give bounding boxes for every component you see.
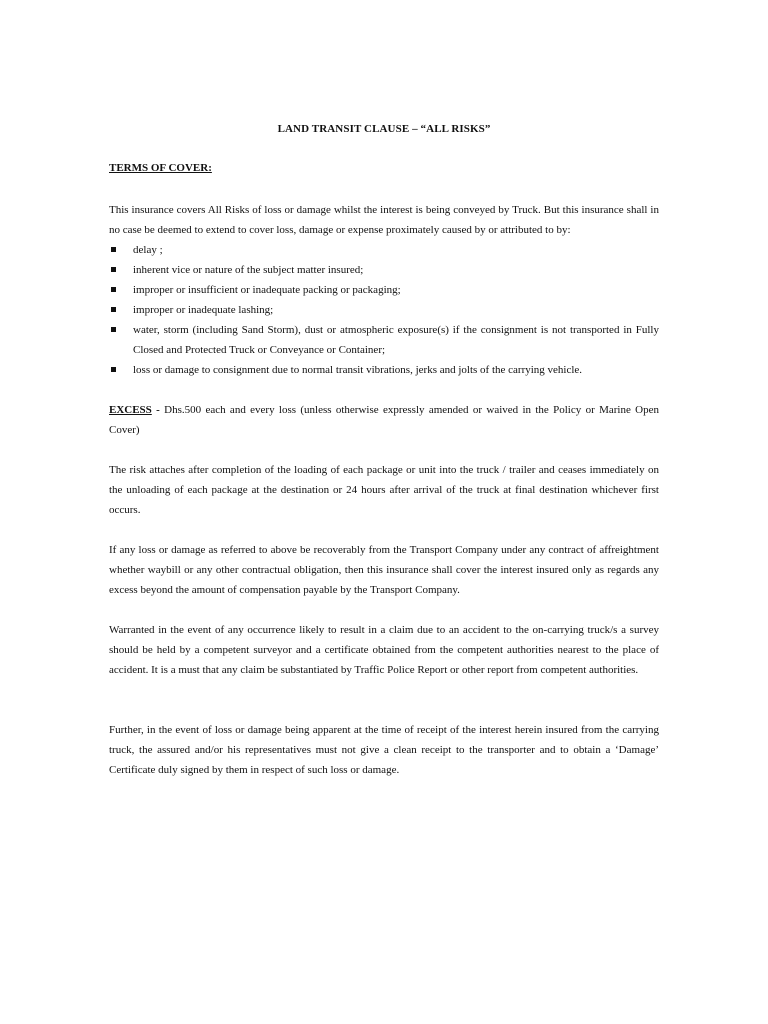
exclusions-list <box>109 240 659 380</box>
list-item <box>109 360 659 380</box>
list-item <box>109 240 659 260</box>
risk-attachment-paragraph: The risk attaches after completion of the loading of each package or unit into the truck / trailer and ceases immediately on the unloading of each package at the destination or 24 hours after arrival of the truck at final destination whichever first occurs. <box>109 464 659 516</box>
list-item <box>109 280 659 300</box>
exclusion-text: improper or insufficient or inadequate packing or packaging; <box>133 284 401 296</box>
exclusion-text: water, storm (including Sand Storm), dust or atmospheric exposure(s) if the consignment is not transported in Fully Closed and Protected Truck or Conveyance or Container; <box>133 324 659 356</box>
exclusion-text: inherent vice or nature of the subject matter insured; <box>133 264 364 276</box>
square-bullet-icon <box>111 307 116 312</box>
square-bullet-icon <box>111 267 116 272</box>
list-item <box>109 320 659 360</box>
square-bullet-icon <box>111 327 116 332</box>
excess-paragraph <box>109 400 659 440</box>
excess-label: EXCESS <box>109 404 152 416</box>
exclusion-text: improper or inadequate lashing; <box>133 304 274 316</box>
square-bullet-icon <box>111 287 116 292</box>
recovery-paragraph: If any loss or damage as referred to above be recoverably from the Transport Company under any contract of affreightment whether waybill or any other contractual obligation, then this insurance shall cover the interest insured only as regards any excess beyond the amount of compensation payable by the Transport Company. <box>109 544 659 596</box>
damage-certificate-paragraph: Further, in the event of loss or damage being apparent at the time of receipt of the interest herein insured from the carrying truck, the assured and/or his representatives must not give a clean receipt to the transporter and to obtain a ‘Damage’ Certificate duly signed by them in respect of such loss or damage. <box>109 724 659 776</box>
document-title: LAND TRANSIT CLAUSE – “ALL RISKS” <box>277 123 491 135</box>
square-bullet-icon <box>111 367 116 372</box>
square-bullet-icon <box>111 247 116 252</box>
survey-warranty-paragraph: Warranted in the event of any occurrence likely to result in a claim due to an accident to the on-carrying truck/s a survey should be held by a competent surveyor and a certificate obtained from the competent authorities nearest to the place of accident. It is a must that any claim be substantiated by Traffic Police Report or other report from competent authorities. <box>109 624 659 676</box>
terms-of-cover-heading: TERMS OF COVER: <box>109 162 212 174</box>
exclusion-text: loss or damage to consignment due to normal transit vibrations, jerks and jolts of the carrying vehicle. <box>133 364 583 376</box>
list-item <box>109 300 659 320</box>
exclusion-text: delay ; <box>133 244 163 256</box>
list-item <box>109 260 659 280</box>
intro-paragraph: This insurance covers All Risks of loss or damage whilst the interest is being conveyed by Truck. But this insurance shall in no case be deemed to extend to cover loss, damage or expense proximately caused by or attributed to by: <box>109 204 659 236</box>
excess-dash: - <box>151 404 165 416</box>
excess-text: Dhs.500 each and every loss (unless otherwise expressly amended or waived in the Policy or Marine Open Cover) <box>109 404 660 436</box>
